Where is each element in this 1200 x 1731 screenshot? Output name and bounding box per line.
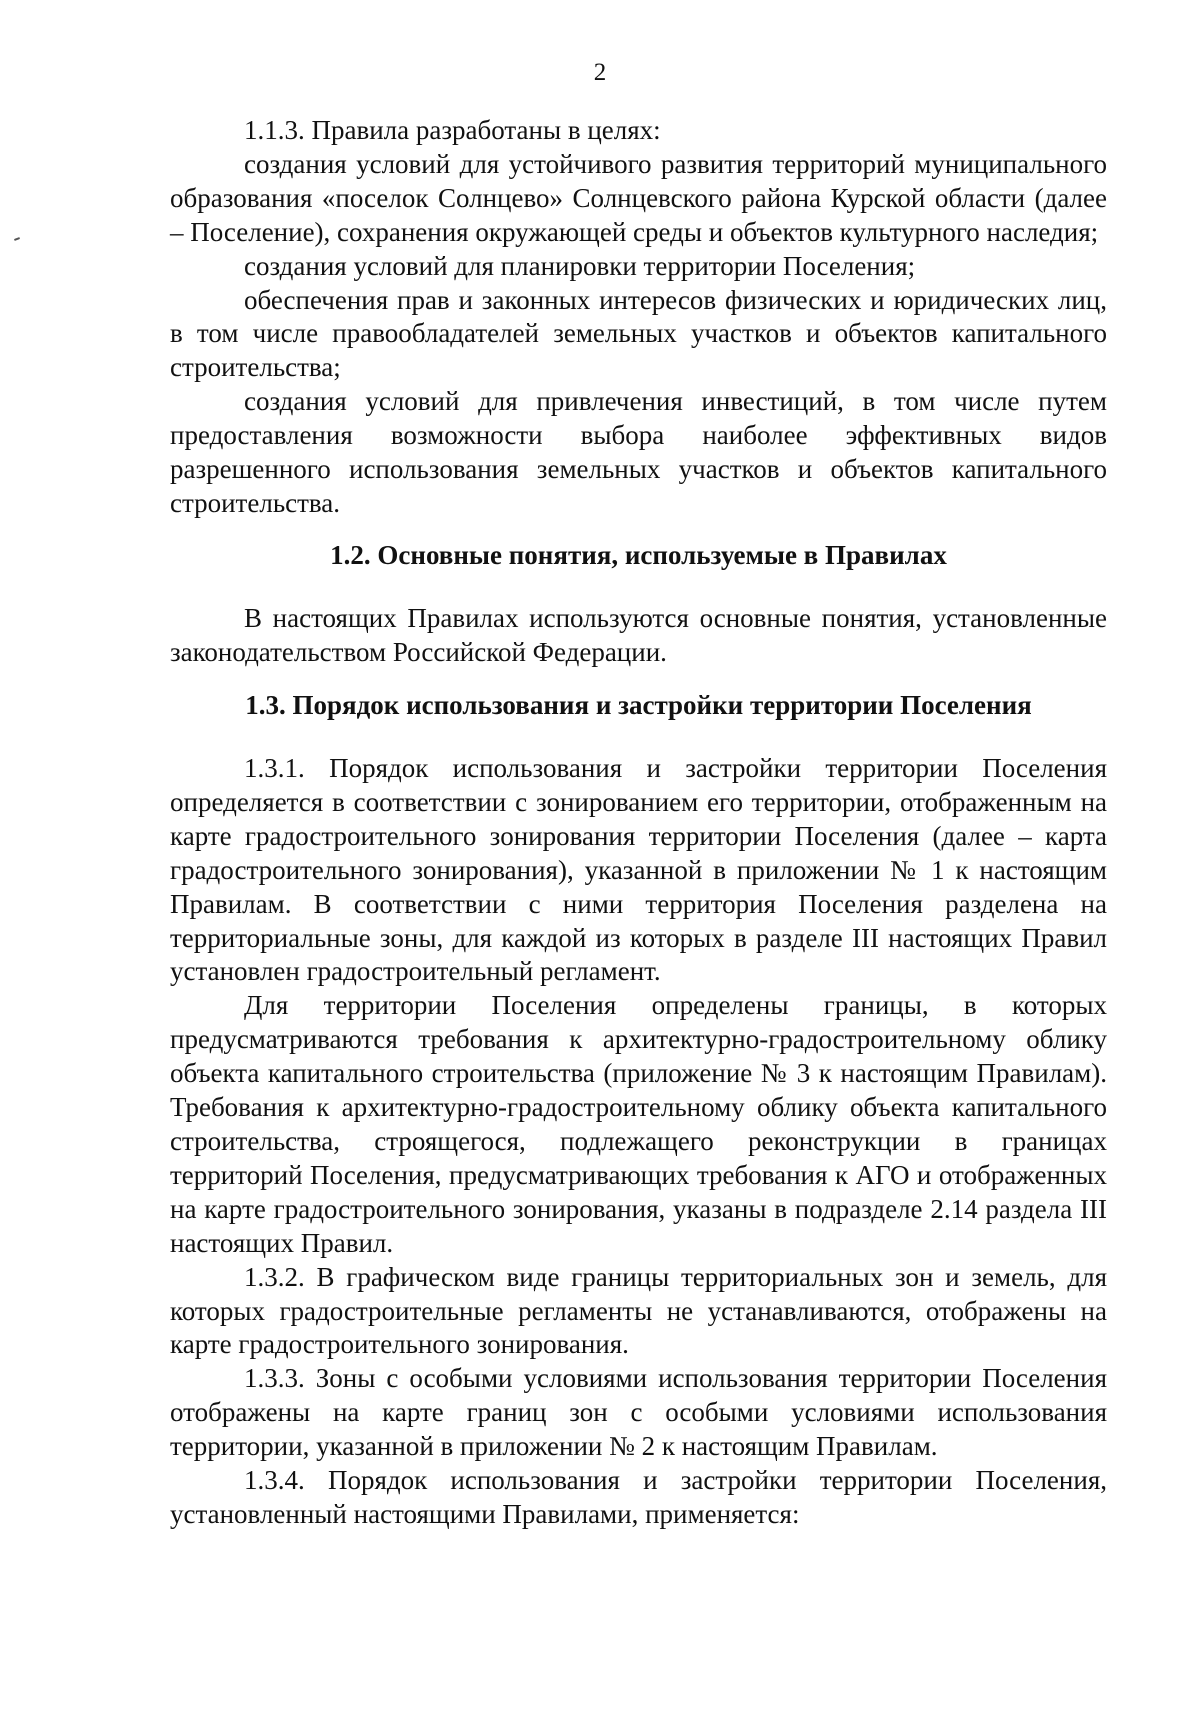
section-1-1-3: [170, 114, 1107, 521]
section-1-1-3-heading: 1.1.3. Правила разработаны в целях:: [244, 115, 661, 145]
section-1-3: [170, 688, 1107, 1532]
goal-item-3: обеспечения прав и законных интересов физических и юридических лиц, в том числе правообладателей земельных участков и объектов капитального строительства;: [170, 284, 1107, 383]
goal-item-4: создания условий для привлечения инвестиций, в том числе путем предоставления возможности выбора наиболее эффективных видов разрешенного использования земельных участков и объектов капитального строительства.: [170, 386, 1107, 518]
section-1-2: [170, 538, 1107, 670]
paragraph-1-3-3: 1.3.3. Зоны с особыми условиями использования территории Поселения отображены на карте границ зон с особыми условиями использования территории, указанной в приложении № 2 к настоящим Правилам.: [170, 1363, 1107, 1462]
goal-item-2: создания условий для планировки территории Поселения;: [244, 250, 916, 281]
paragraph-1-3-1: 1.3.1. Порядок использования и застройки территории Поселения определяется в соответствии с зонированием его территории, отображенным на карте градостроительного зонирования территории Поселения (далее – карта градостроительного зонирования), указанной в приложении № 1 к настоящим Правилам. В соответствии с ними территория Поселения разделена на территориальные зоны, для каждой из которых в разделе III настоящих Правил установлен градостроительный регламент.: [170, 753, 1107, 987]
paragraph-1-3-2: 1.3.2. В графическом виде границы территориальных зон и земель, для которых градостроительные регламенты не устанавливаются, отображены на карте градостроительного зонирования.: [170, 1261, 1107, 1360]
section-1-2-title: 1.2. Основные понятия, используемые в Правилах: [330, 540, 947, 570]
section-1-2-text: В настоящих Правилах используются основные понятия, установленные законодательством Российской Федерации.: [170, 603, 1107, 667]
goal-item-1: создания условий для устойчивого развития территорий муниципального образования «поселок Солнцево» Солнцевского района Курской области (далее – Поселение), сохранения окружающей среды и объектов культурного наследия;: [170, 148, 1107, 247]
paragraph-1-3-4: 1.3.4. Порядок использования и застройки территории Поселения, установленный настоящими Правилами, применяется:: [170, 1465, 1107, 1529]
page-number: 2: [593, 59, 607, 86]
paragraph-ago-requirements: Для территории Поселения определены границы, в которых предусматриваются требования к архитектурно-градостроительному облику объекта капитального строительства (приложение № 3 к настоящим Правилам). Требования к архитектурно-градостроительному облику объекта капитального строительства, строящегося, подлежащего реконструкции в границах территорий Поселения, предусматривающих требования к АГО и отображенных на карте градостроительного зонирования, указаны в подразделе 2.14 раздела III настоящих Правил.: [170, 990, 1107, 1258]
section-1-3-title: 1.3. Порядок использования и застройки территории Поселения: [245, 690, 1032, 720]
scan-speck: [14, 237, 20, 241]
